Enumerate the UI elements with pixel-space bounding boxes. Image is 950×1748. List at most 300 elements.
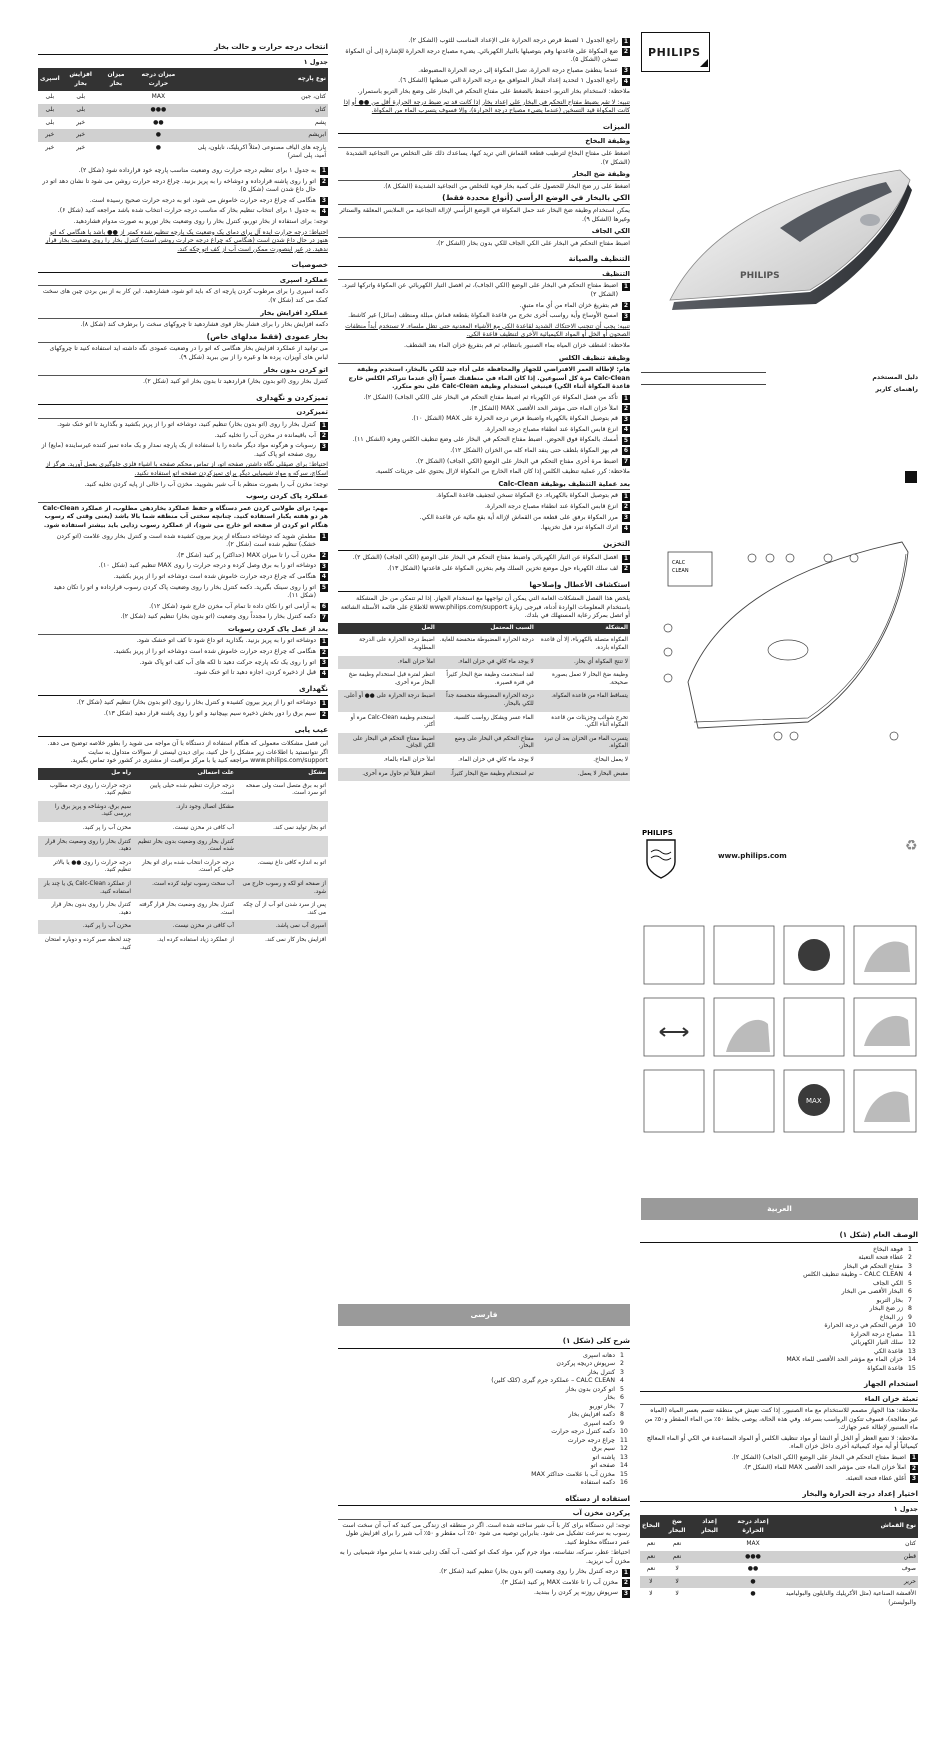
manual-title xyxy=(785,372,918,396)
step-text: تأكد من فصل المكواة عن الكهرباء ثم اضبط مفتاح التحكم في البخار على (الكي الجاف) (الشكل ٢). xyxy=(363,394,618,401)
item-number: 15 xyxy=(620,1470,628,1478)
subsection-title: التنظيف xyxy=(338,270,630,281)
table-cell: لا يوجد ماء كافٍ في خزان الماء. xyxy=(437,656,536,670)
table-row xyxy=(38,104,328,117)
numbered-step xyxy=(38,432,328,441)
numbered-step xyxy=(38,421,328,430)
parts-list xyxy=(338,1352,630,1488)
table-cell: ابریشم xyxy=(185,129,329,142)
list-item xyxy=(640,1297,918,1306)
table-cell: نعم xyxy=(646,1565,656,1572)
table-header-cell: المشكلة xyxy=(536,623,630,635)
item-number: 9 xyxy=(908,1313,912,1321)
table-cell: اتو به اندازه کافی داغ نیست. xyxy=(257,859,326,866)
manual-title-fa: راهنمای کاربر xyxy=(875,386,918,393)
table-cell xyxy=(100,129,133,142)
table-cell xyxy=(100,142,133,163)
table-cell: اسپری آب نمی پاشد. xyxy=(236,920,328,934)
numbered-step xyxy=(38,659,328,668)
step-number: 2 xyxy=(321,710,327,718)
list-item xyxy=(640,1356,918,1365)
item-number: 7 xyxy=(620,1402,624,1410)
step-number: 1 xyxy=(623,394,629,402)
table-cell: المكواة متصلة بالكهرباء، إلا أن قاعدة المكواة باردة. xyxy=(540,637,628,652)
step-text: مخزن آب را تا میزان MAX (حداکثر) پر کنید (شکل ۳). xyxy=(176,551,316,559)
important: مهم: برای طولانی کردن عمر دستگاه و حفظ عملکرد بخاردهی مطلوب، از عملکرد Calc-Clean هر دو هفته یکبار استفاده کنید. چنانچه سختی آب منطقه شما بالا باشد (یعنی وقتی که رسوب هنگام اتو کردن از صفحه اتو خارج می شود)، از عملکرد رسوب زدایی باید بیشتر استفاده شود. xyxy=(42,504,328,529)
table-cell: چند لحظه صبر کرده و دوباره امتحان کنید. xyxy=(44,936,132,951)
step-number: 4 xyxy=(623,426,629,434)
subsection-title: بخار عمودی (فقط مدلهای خاص) xyxy=(38,333,328,344)
step-number: 2 xyxy=(321,552,327,560)
step-number: 4 xyxy=(623,524,629,532)
table-row xyxy=(338,669,630,690)
table-row xyxy=(640,1538,918,1551)
table-cell: قطن xyxy=(779,1551,918,1564)
step-number: 1 xyxy=(321,699,327,707)
numbered-step xyxy=(640,1454,918,1463)
paragraph: يمكن استخدام وظيفة ضخ البخار عند حمل المكواة في الوضع الرأسي لإزالة التجاعيد من الملابس المعلقة والستائر وغيرها (الشكل ٩). xyxy=(339,206,630,223)
table-cell: درجه حرارت تنظیم شده خیلی پایین است. xyxy=(149,782,234,797)
note: توجه: برای استفاده از بخار توربو، کنترل بخار را روی وضعیت بخار توربو به صورت مدوام فشاردهید. xyxy=(73,217,328,225)
step-number: 2 xyxy=(623,565,629,573)
step-text: سرپوش روزنه پر کردن را ببندید. xyxy=(533,1589,618,1596)
step-text: قم بتوصيل المكواة بالكهرباء واضبط قرص درجة الحرارة على MAX (الشكل ١٠). xyxy=(411,415,618,423)
step-text: اتو را روی پاشنه قرارداده و دوشاخه را به پریز بزنید. چراغ درجه حرارت روشن می شود تا نشان دهد اتو در حال داغ شدن است (شکل ۵). xyxy=(42,177,316,194)
step-text: اضبط مفتاح التحكم في البخار على الوضع (الكي الجاف)، ثم افصل التيار الكهربائي عن المكواة واتركها لتبرد. (الشكل ٢) xyxy=(342,282,618,299)
table-header-cell: اسپری xyxy=(38,68,62,91)
numbered-step xyxy=(38,442,328,459)
step-number: 1 xyxy=(623,492,629,500)
item-label: زر ضخ البخار xyxy=(869,1305,903,1312)
step-number: 3 xyxy=(623,415,629,423)
table-cell: الماء عسر ويشكل رواسب كلسية. xyxy=(453,714,534,721)
step-text: هنگامی که چراغ درجه حرارت خاموش می شود، اتو به درجه حرارت صحیح رسیده است. xyxy=(89,196,316,204)
table-cell: لا xyxy=(675,1565,679,1572)
step-text: آب باقیمانده در مخزن آب را تخلیه کنید. xyxy=(214,431,316,439)
table-cell: لا xyxy=(675,1590,679,1597)
numbered-step xyxy=(338,554,630,563)
item-label: مخزن آب با علامت حداکثر MAX xyxy=(531,1470,615,1478)
table-cell: درجة الحرارة المضبوطة منخفضة للغاية. xyxy=(439,637,534,644)
numbered-step xyxy=(338,447,630,456)
item-label: دکمه کنترل درجه حرارت xyxy=(551,1428,615,1435)
table-cell: انتظر قليلاً ثم حاول مرة أخرى. xyxy=(338,768,437,782)
step-number: 5 xyxy=(623,436,629,444)
subsection-title: عملکرد افزایش بخار xyxy=(38,309,328,320)
numbered-step xyxy=(38,637,328,646)
table-cell: لا xyxy=(662,1576,693,1589)
numbered-step xyxy=(38,178,328,195)
item-label: قاعدة المكواة xyxy=(867,1364,903,1372)
numbered-step xyxy=(38,207,328,216)
website-url[interactable]: www.philips.com xyxy=(718,851,787,860)
caution: تنبيه: يجب أن تتجنب الاحتكاك الشديد لقاعدة الكي مع الأشياء المعدنية حتى تظل ملساء. لا تستخدم أبداً منظفات الصحون أو الخل أو المواد الكيميائية الأخرى لتنظيف قاعدة الكي. xyxy=(345,322,630,339)
step-text: دوشاخه اتو را از پریز بیرون کشیده و کنترل بخار را روی (اتو بدون بخار) تنظیم کنید (شکل ۲). xyxy=(76,699,316,707)
recycle-icon: ♻ xyxy=(905,838,918,854)
item-label: اتو کردن بدون بخار xyxy=(565,1385,615,1393)
caution: احتیاط: عطر، سرکه، نشاسته، مواد جرم گیر، مواد کمک اتو کشی، آب آهک زدایی شده یا سایر مواد شیمیایی را به مخزن آب نریزید. xyxy=(339,1549,630,1565)
item-label: مفتاح التحكم في البخار xyxy=(843,1262,903,1270)
item-label: دهانه اسپری xyxy=(583,1351,615,1359)
step-text: رسوبات و هرگونه مواد دیگر مانده را با استفاده از یک پارچه نمدار و یک ماده تمیز کننده غیرساینده (مایع) از روی صفحه اتو پاک کنید. xyxy=(41,442,316,458)
important: هام: لإطالة العمر الافتراضي للجهاز والمحافظة على أداء جيد للكي بالبخار، استخدم وظيفة Calc-Clean مرة كل أسبوعين. إذا كان الماء في منطقتك عسراً (أي عندما تتراكم الكلس خارج قاعدة المكواة أثناء الكي) فينبغي استخدام وظيفة Calc-Clean على نحو متكرر. xyxy=(348,366,630,391)
item-number: 12 xyxy=(908,1339,916,1346)
troubleshooting-table xyxy=(338,623,630,781)
step-number: 6 xyxy=(623,447,629,455)
item-number: 1 xyxy=(620,1351,624,1359)
item-number: 3 xyxy=(908,1262,912,1270)
table-cell: مقبض البخار لا يعمل. xyxy=(536,768,630,782)
step-text: سیم برق را دور بخش ذخیره سیم بپیچانید و اتو را روی پاشنه قرار دهید (شکل ۱۳). xyxy=(103,710,316,718)
numbered-step xyxy=(338,282,630,299)
step-text: افصل المكواة عن التيار الكهربائي واضبط مفتاح التحكم في البخار على الوضع (الكي الجاف) (الشكل ٢). xyxy=(352,554,618,562)
table-cell: کنترل بخار روی وضعیت بخار قرار گرفته است. xyxy=(139,902,234,916)
table-cell: بلی xyxy=(38,104,62,117)
item-label: دکمه استفاده xyxy=(580,1479,615,1486)
numbered-step xyxy=(38,573,328,582)
table-header-cell: میزان بخار xyxy=(100,68,133,91)
step-text: اترك المكواة تبرد قبل تخزينها. xyxy=(540,524,618,532)
item-number: 10 xyxy=(908,1322,916,1329)
table-cell: مفتاح التحكم في البخار على وضع البخار. xyxy=(437,733,536,754)
item-label: غطاء فتحة التعبئة xyxy=(858,1254,903,1261)
list-item xyxy=(338,1462,630,1471)
step-number: 2 xyxy=(623,503,629,511)
item-number: 14 xyxy=(620,1462,628,1469)
caution: احتیاط: درجه حرارت ایده آل برای دمای یک وضعیت یک پارچه تنظیم شده کمتر از ●● باشد یا هنگامی که اتو هنوز در حال داغ شدن است (هنگامی که چراغ درجه حرارت روشن است) کنترل بخار را روی وضعیت بخار قرار ندهید. در غیر اینصورت ممکن است آب از کف اتو چکه کند. xyxy=(45,228,328,253)
table-cell: پشم xyxy=(314,118,326,126)
table-header-cell: نوع پارچه xyxy=(185,68,329,91)
note: ملاحظة: كرر عملية تنظيف الكلس إذا كان الماء الخارج من المكواة لازال يحتوي على جزيئات كلسية. xyxy=(375,468,630,476)
section-title: انتخاب درجه حرارت و حالت بخار xyxy=(38,40,328,55)
table-cell: از عملکرد زیاد استفاده کرده اید. xyxy=(157,936,234,943)
step-number: 7 xyxy=(623,458,629,466)
table-cell: لا تنتج المكواة أي بخار. xyxy=(536,656,630,670)
table-row xyxy=(38,91,328,104)
list-item xyxy=(338,1428,630,1437)
table-header-cell: مشکل xyxy=(236,768,328,780)
table-cell: اضبط درجة الحرارة على الدرجة المطلوبة. xyxy=(359,637,435,652)
table-cell: حرير xyxy=(779,1576,918,1589)
steam-iron-photo xyxy=(660,150,918,330)
table-row xyxy=(338,712,630,733)
list-item xyxy=(640,1348,918,1357)
list-item xyxy=(640,1263,918,1272)
item-label: فوهة البخاخ xyxy=(872,1245,903,1253)
section-title: استكشاف الأعطال وإصلاحها xyxy=(338,578,630,593)
step-number: 7 xyxy=(321,613,327,621)
item-number: 4 xyxy=(620,1377,624,1384)
list-item xyxy=(640,1280,918,1289)
table-cell: بلی xyxy=(45,93,55,101)
step-text: هنگامی که چراغ درجه حرارت خاموش شده است دوشاخه اتو را از پریز بکشید. xyxy=(113,648,316,656)
table-cell: ●● xyxy=(747,1565,759,1572)
table-cell: كتان xyxy=(905,1540,916,1547)
numbered-step xyxy=(38,167,328,176)
step-text: هنگامی که چراغ درجه حرارت خاموش شده است دوشاخه اتو را از پریز بکشید. xyxy=(113,572,316,580)
item-label: سیم برق xyxy=(591,1445,615,1452)
step-text: انزع قابس المكواة عند انطفاء مصباح درجة الحرارة. xyxy=(484,502,618,510)
step-text: قم بهز المكواة بلطف حتى ينفد الماء كله من الخزان (الشكل ١٢). xyxy=(450,446,618,454)
table-cell xyxy=(692,1576,726,1589)
table-cell: املأ خزان الماء. xyxy=(338,656,437,670)
table-cell: درجه حرارت انتخاب شده برای اتو بخار خیلی کم است. xyxy=(141,859,234,874)
table-cell: صوف xyxy=(901,1565,916,1572)
table-header-cell: البخاخ xyxy=(640,1515,662,1538)
table-cell: تخرج شوائب وجزيئات من قاعدة المكواة أثناء الكي. xyxy=(551,714,628,729)
svg-text:CALC: CALC xyxy=(672,560,686,566)
table-row xyxy=(38,836,328,857)
list-item xyxy=(338,1394,630,1403)
table-cell: لا يعمل البخاخ. xyxy=(593,757,628,763)
section-title: التنظيف والصيانة xyxy=(338,252,630,267)
step-text: املأ خزان الماء حتى مؤشر الحد الأقصى MAX للماء (الشكل ٣). xyxy=(743,1464,906,1471)
table-row xyxy=(38,857,328,878)
table-cell: يتسرب الماء من الخزان بعد أن تبرد المكواة. xyxy=(536,733,630,754)
step-text: انزع قابس المكواة عند انطفاء مصباح درجة الحرارة. xyxy=(484,425,618,433)
note: ملاحظة: هذا الجهاز مصمم للاستخدام مع ماء الصنبور. إذا كنت تعيش في منطقة تتسم بعسر المياه (المياه غير معالجة)، فسوف تتكون الرواسب بسرعة. وفي هذه الحالة، يوصى بخلط ٥٠٪ من الماء المقطر و٥٠٪ من ماء الصنبور لإطالة عمر جهازك. xyxy=(644,1407,918,1431)
arabic-intro xyxy=(640,1224,918,1613)
table-header-cell: راه حل xyxy=(38,768,133,780)
list-item xyxy=(338,1386,630,1395)
paragraph: اضبط مفتاح التحكم في البخار على الكي الجاف للكي بدون بخار (الشكل ٢). xyxy=(436,239,630,247)
table-row xyxy=(38,822,328,836)
step-number: 4 xyxy=(321,669,327,677)
list-item xyxy=(338,1360,630,1369)
item-number: 13 xyxy=(908,1347,916,1355)
numbered-step xyxy=(338,524,630,533)
table-row xyxy=(338,690,630,711)
logo-corner-icon xyxy=(642,33,709,71)
numbered-step xyxy=(338,77,630,86)
list-item xyxy=(640,1331,918,1340)
item-label: کنترل بخار xyxy=(587,1368,615,1376)
step-number: 1 xyxy=(623,282,629,290)
section-title: عیب یابی xyxy=(38,723,328,738)
table-cell: خیر xyxy=(62,129,100,142)
step-number: 3 xyxy=(623,312,629,320)
caution: تنبيه: لا تقم بضبط مفتاح التحكم في البخار على إعداد بخار إذا كانت قد تم ضبط درجة الحرارة أقل من ●● أو إذا كانت المكواة قيد التسخين (عندما يضيء مصباح درجة الحرارة)، وإلا فسوف يتسرب الماء من المكواة. xyxy=(343,98,630,115)
item-number: 13 xyxy=(620,1453,628,1461)
step-number: 2 xyxy=(321,178,327,186)
item-label: CALC CLEAN – عملکرد جرم گیری (کلک کلین) xyxy=(491,1377,615,1384)
table-cell: تم استخدام وظيفة ضخ البخار كثيراً. xyxy=(437,768,536,782)
table-row xyxy=(338,634,630,655)
table-cell: وظيفة ضخ البخار لا تعمل بصورة صحيحة. xyxy=(552,672,628,686)
list-item xyxy=(338,1445,630,1454)
section-title: استفاده از دستگاه xyxy=(338,1492,630,1507)
table-cell: اضبط درجة الحرارة على ●● أو أعلى. xyxy=(338,690,437,711)
table-header-cell: میزان درجه حرارت xyxy=(132,68,184,91)
list-item xyxy=(338,1471,630,1480)
table-cell: درجة الحرارة المضبوطة منخفضة جداً للكي بالبخار. xyxy=(437,690,536,711)
manual-lines xyxy=(641,372,766,396)
item-number: 4 xyxy=(908,1271,912,1278)
numbered-step xyxy=(338,67,630,76)
table-cell: مشکل اتصال وجود دارد. xyxy=(133,801,236,822)
numbered-step xyxy=(338,1568,630,1577)
item-number: 6 xyxy=(620,1394,624,1401)
step-number: 4 xyxy=(321,573,327,581)
table-cell xyxy=(100,91,133,104)
subsection-title: اتو کردن بدون بخار xyxy=(38,366,328,377)
table-cell: از صفحه اتو لکه و رسوب خارج می شود. xyxy=(236,878,328,899)
numbered-step xyxy=(38,584,328,601)
list-item xyxy=(640,1365,918,1374)
paragraph: يلخص هذا الفصل المشكلات العامة التي يمكن أن تواجهها مع استخدام الجهاز. إذا لم تتمكن من حل المشكلة باستخدام المعلومات الواردة أدناه، فيرجى زيارة www.philips.com/support للاطلاع على قائمة الأسئلة الشائعة أو اتصل بمركز رعاية المستهلك في بلدك. xyxy=(340,595,630,620)
item-label: قرص التحكم في درجة الحرارة xyxy=(824,1322,903,1329)
step-number: 1 xyxy=(321,637,327,645)
table-cell: نعم xyxy=(662,1551,693,1564)
numbered-step xyxy=(38,552,328,561)
step-number: 3 xyxy=(623,514,629,522)
svg-text:MAX: MAX xyxy=(806,1097,822,1105)
table-cell: خیر xyxy=(76,143,86,151)
list-item xyxy=(338,1352,630,1361)
step-number: 3 xyxy=(321,659,327,667)
table-row xyxy=(38,117,328,130)
philips-shield-logo xyxy=(641,826,681,884)
table-cell: کنترل بخار روی وضعیت بدون بخار تنظیم شده است. xyxy=(133,836,236,857)
table-cell: بلی xyxy=(62,104,100,117)
table-cell: آب کافی در مخزن نیست. xyxy=(172,824,234,831)
step-number: 2 xyxy=(623,48,629,56)
table-row xyxy=(338,656,630,670)
item-number: 1 xyxy=(908,1245,912,1253)
note: ملاحظة: لا تضع العطر أو الخل أو النشا أو مواد تنظيف الكلس أو المواد المساعدة في الكي أو الماء المعالج كيميائياً أو أية مواد كيميائية أخرى داخل خزان الماء. xyxy=(646,1434,918,1450)
step-text: اتو را روی سینک بگیرید. دکمه کنترل بخار را روی وضعیت پاک کردن رسوب قرارداده و اتو را تکان دهید (شکل ۱۱). xyxy=(53,583,316,600)
item-number: 6 xyxy=(908,1288,912,1295)
list-item xyxy=(338,1454,630,1463)
numbered-step xyxy=(338,1589,630,1598)
list-item xyxy=(640,1322,918,1331)
item-label: بخار توربو xyxy=(589,1402,615,1410)
table-row xyxy=(38,129,328,142)
subsection-title: عملکرد اسپری xyxy=(38,276,328,287)
step-number: 1 xyxy=(623,37,629,45)
numbered-step xyxy=(38,669,328,678)
step-text: اضبط مفتاح التحكم في البخار على الوضع (الكي الجاف) (الشكل ٢). xyxy=(731,1453,906,1461)
note: توجه: مخزن آب را بصورت منظم با آب شیر بشویید. مخزن آب را خالی از پایه کردن تخلیه کنید. xyxy=(84,480,328,488)
table-cell: درجه حرارت را روی ●● یا بالاتر تنظیم کنید. xyxy=(53,859,132,874)
item-label: پاشنه اتو xyxy=(592,1453,615,1461)
table-cell xyxy=(692,1551,726,1564)
step-text: امسح الأوساخ وأية رواسب أخرى تخرج من قاعدة المكواة بقطعة قماش مبللة ومنظف (سائل) غير كاشط. xyxy=(348,312,618,320)
item-label: الكي الجاف xyxy=(872,1279,903,1287)
numbered-step xyxy=(338,302,630,311)
paragraph: دکمه اسپری را برای مرطوب کردن پارچه ای که باید اتو شود، فشاردهید. این کار به از بین بردن چین های سخت کمک می کند (شکل ۷). xyxy=(42,288,328,305)
item-label: سلك التيار الكهربائي xyxy=(850,1339,903,1346)
item-label: چراغ درجه حرارت xyxy=(567,1436,615,1444)
section-title: الميزات xyxy=(338,120,630,135)
table-header-cell: ضخ البخار xyxy=(662,1515,693,1538)
table-cell: کتان xyxy=(185,104,329,117)
table-cell: ● xyxy=(132,129,184,142)
step-text: راجع الجدول ١ لتحديد إعداد البخار المتوافق مع درجة الحرارة التي ضبطتها (الشكل ٦). xyxy=(398,77,618,85)
step-text: دوشاخه اتو را به برق وصل کرده و درجه حرارت را روی MAX تنظیم کنید (شکل ۱۰). xyxy=(98,562,316,570)
item-label: دکمه افزایش بخار xyxy=(568,1411,615,1418)
table-cell xyxy=(692,1588,726,1609)
table-cell: کنترل بخار را روی بدون بخار قرار دهید. xyxy=(51,902,132,916)
svg-text:CLEAN: CLEAN xyxy=(672,568,689,574)
paragraph: کنترل بخار روی (اتو بدون بخار) قراردهید تا بدون بخار اتو کنید (شکل ۲). xyxy=(142,378,328,386)
table-label: جدول ۱ xyxy=(303,57,328,66)
table-cell: مخزن آب را پر کنید. xyxy=(82,824,132,831)
step-text: ضع المكواة على قاعدتها وقم بتوصيلها بالتيار الكهربائي. يضيء مصباح درجة الحرارة للإشارة إلى أن المكواة تسخن (الشكل ٥). xyxy=(345,47,618,64)
table-cell: املأ خزان الماء بالماء. xyxy=(383,757,435,763)
item-number: 8 xyxy=(908,1305,912,1312)
item-number: 5 xyxy=(620,1385,624,1393)
table-row xyxy=(338,754,630,768)
item-number: 12 xyxy=(620,1445,628,1452)
table-cell xyxy=(100,104,133,117)
step-text: به جدول ۱ برای انتخاب تنظیم بخار که مناسب درجه حرارت انتخاب شده باشد مراجعه کنید (شکل ۶). xyxy=(57,207,316,215)
table-header-cell: علت احتمالی xyxy=(133,768,236,780)
table-label: جدول ١ xyxy=(893,1504,918,1513)
step-text: عندما ينطفئ مصباح درجة الحرارة، تصل المكواة إلى درجة الحرارة المضبوطة. xyxy=(418,66,618,74)
numbered-step xyxy=(640,1464,918,1473)
step-text: اتو را روی یک تکه پارچه حرکت دهید تا لکه های آب کف اتو پاک شود. xyxy=(139,658,316,666)
paragraph: اضغط على زر ضخ البخار للحصول على كمية بخار قوية للتخلص من التجاعيد الشديدة (الشكل ٨). xyxy=(383,182,630,190)
section-title: اختيار إعداد درجة الحرارة والبخار xyxy=(640,1487,918,1502)
table-cell: MAX xyxy=(746,1540,760,1547)
step-number: 3 xyxy=(623,1589,629,1597)
table-cell: خیر xyxy=(45,143,55,151)
table-cell: بلی xyxy=(45,118,55,126)
subsection-title: عملکرد پاک کردن رسوب xyxy=(38,492,328,503)
table-cell: از عملکرد Calc-Clean یک یا چند بار استفاده کنید. xyxy=(38,878,133,899)
table-cell: بلی xyxy=(76,93,86,101)
caution: احتیاط: برای صیقلی نگاه داشتن صفحه اتو، از تماس محکم صفحه با اشیاء فلزی جلوگیری بعمل آورید. هرگز از اسکاچ، سرکه و مواد شیمیایی دیگر برای تمیزکردن صفحه اتو استفاده نکنید. xyxy=(45,461,328,477)
table-row xyxy=(338,733,630,754)
step-number: 2 xyxy=(623,405,629,413)
table-cell: لا xyxy=(640,1576,662,1589)
item-number: 11 xyxy=(620,1436,628,1444)
parts-list xyxy=(640,1246,918,1374)
step-text: دوشاخه اتو را به پریز بزنید. بگذارید اتو داغ شود تا کف اتو خشک شود. xyxy=(136,637,316,645)
item-number: 3 xyxy=(620,1368,624,1376)
numbered-step xyxy=(38,533,328,550)
section-title: التخزين xyxy=(338,537,630,552)
table-row xyxy=(640,1588,918,1609)
section-title: تمیزکردن و نگهداری xyxy=(38,391,328,406)
list-item xyxy=(338,1437,630,1446)
table-row xyxy=(640,1551,918,1564)
table-cell: لا يوجد ماء كافٍ في خزان الماء. xyxy=(458,757,534,763)
numbered-step xyxy=(338,458,630,467)
section-title: شرح کلی (شکل ۱) xyxy=(338,1334,630,1349)
step-text: اضبط مرة أخرى مفتاح التحكم في البخار على الوضع (الكي الجاف) (الشكل ٢). xyxy=(415,457,618,465)
list-item xyxy=(640,1288,918,1297)
subsection-title: پرکردن مخزن آب xyxy=(338,1509,630,1520)
table-cell: ● xyxy=(727,1576,779,1589)
subsection-title: وظيفة ضخ البخار xyxy=(338,170,630,181)
svg-text:PHILIPS: PHILIPS xyxy=(642,829,673,837)
step-text: أمسك بالمكواة فوق الحوض. اضبط مفتاح التحكم في البخار على وضع تنظيف الكلس وهزه (الشكل ١١). xyxy=(352,436,618,444)
list-item xyxy=(640,1314,918,1323)
numbered-step xyxy=(640,1475,918,1484)
table-cell: ●● xyxy=(153,118,164,126)
numbered-step xyxy=(338,394,630,403)
step-number: 3 xyxy=(623,67,629,75)
table-cell: درجه حرارت را روی درجه مطلوب تنظیم کنید. xyxy=(49,782,132,797)
step-number: 1 xyxy=(321,421,327,429)
step-text: مخزن آب را تا علامت MAX پر کنید (شکل ۳). xyxy=(500,1578,618,1586)
item-label: خزان الماء مع مؤشر الحد الأقصى للماء MAX xyxy=(786,1356,903,1363)
table-cell: MAX xyxy=(151,93,166,101)
list-item xyxy=(338,1420,630,1429)
step-text: کنترل بخار را روی (اتو بدون بخار) تنظیم کنید، دوشاخه اتو را از پریز بکشید و بگذارید تا اتو خنک شود. xyxy=(57,421,316,428)
